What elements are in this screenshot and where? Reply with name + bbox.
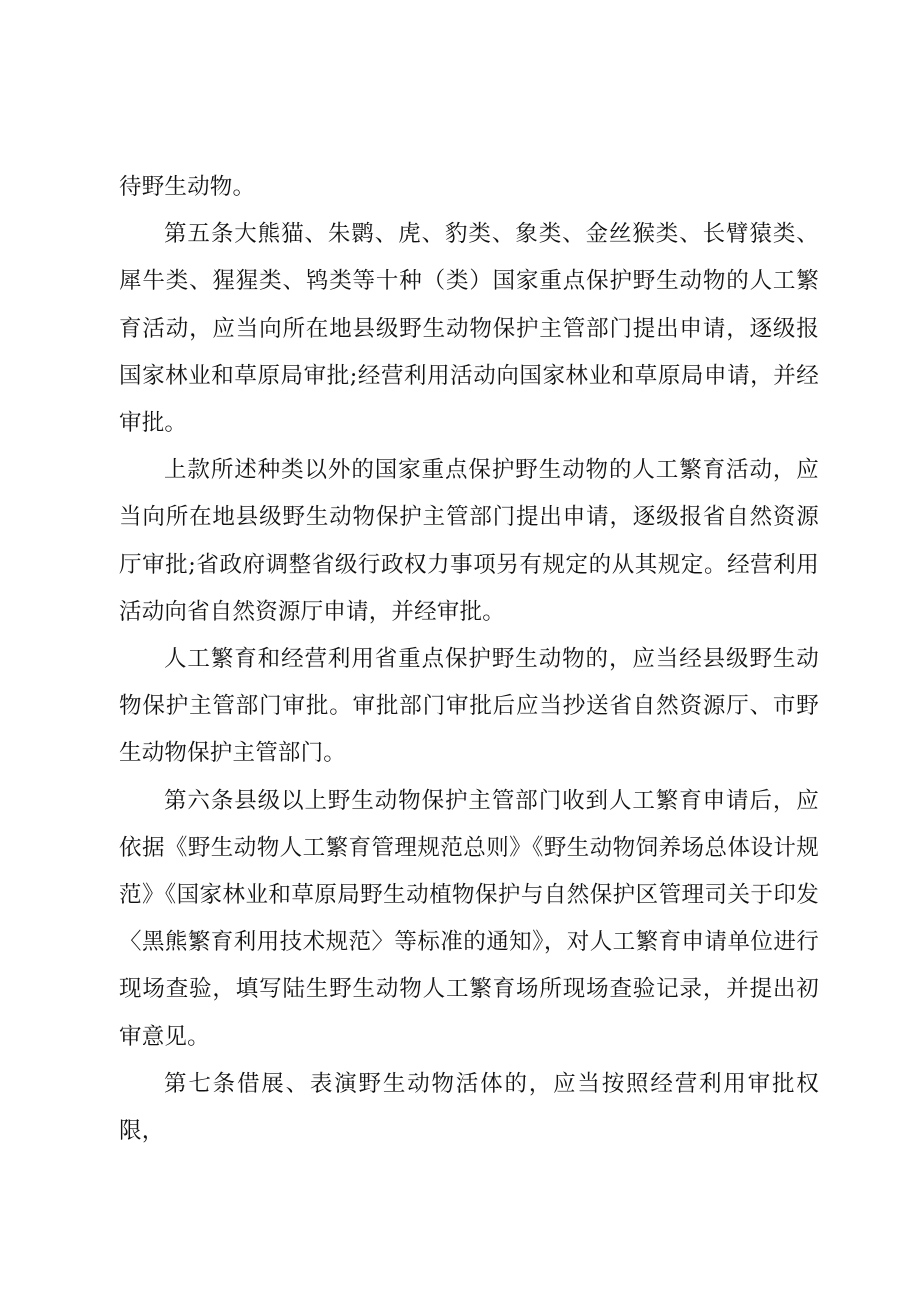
paragraph-article-7: 第七条借展、表演野生动物活体的，应当按照经营利用审批权限， xyxy=(119,1070,819,1145)
paragraph-article-5-clause-2: 上款所述种类以外的国家重点保护野生动物的人工繁育活动，应当向所在地县级野生动物保护主管部门提出申请，逐级报省自然资源厅审批;省政府调整省级行政权力事项另有规定的从其规定。经营利用活动向省自然资源厅申请，并经审批。 xyxy=(119,457,819,625)
document-body xyxy=(119,164,819,1155)
paragraph-article-6: 第六条县级以上野生动物保护主管部门收到人工繁育申请后，应依据《野生动物人工繁育管理规范总则》《野生动物饲养场总体设计规范》《国家林业和草原局野生动植物保护与自然保护区管理司关于印发〈黑熊繁育利用技术规范〉等标准的通知》，对人工繁育申请单位进行现场查验，填写陆生野生动物人工繁育场所现场查验记录，并提出初审意见。 xyxy=(119,787,819,1050)
paragraph-article-5: 第五条大熊猫、朱鹮、虎、豹类、象类、金丝猴类、长臂猿类、犀牛类、猩猩类、鸨类等十种（类）国家重点保护野生动物的人工繁育活动，应当向所在地县级野生动物保护主管部门提出申请，逐级报国家林业和草原局审批;经营利用活动向国家林业和草原局申请，并经审批。 xyxy=(119,221,819,437)
paragraph-continuation: 待野生动物。 xyxy=(119,174,256,200)
paragraph-article-5-clause-3: 人工繁育和经营利用省重点保护野生动物的，应当经县级野生动物保护主管部门审批。审批部门审批后应当抄送省自然资源厅、市野生动物保护主管部门。 xyxy=(119,646,819,767)
